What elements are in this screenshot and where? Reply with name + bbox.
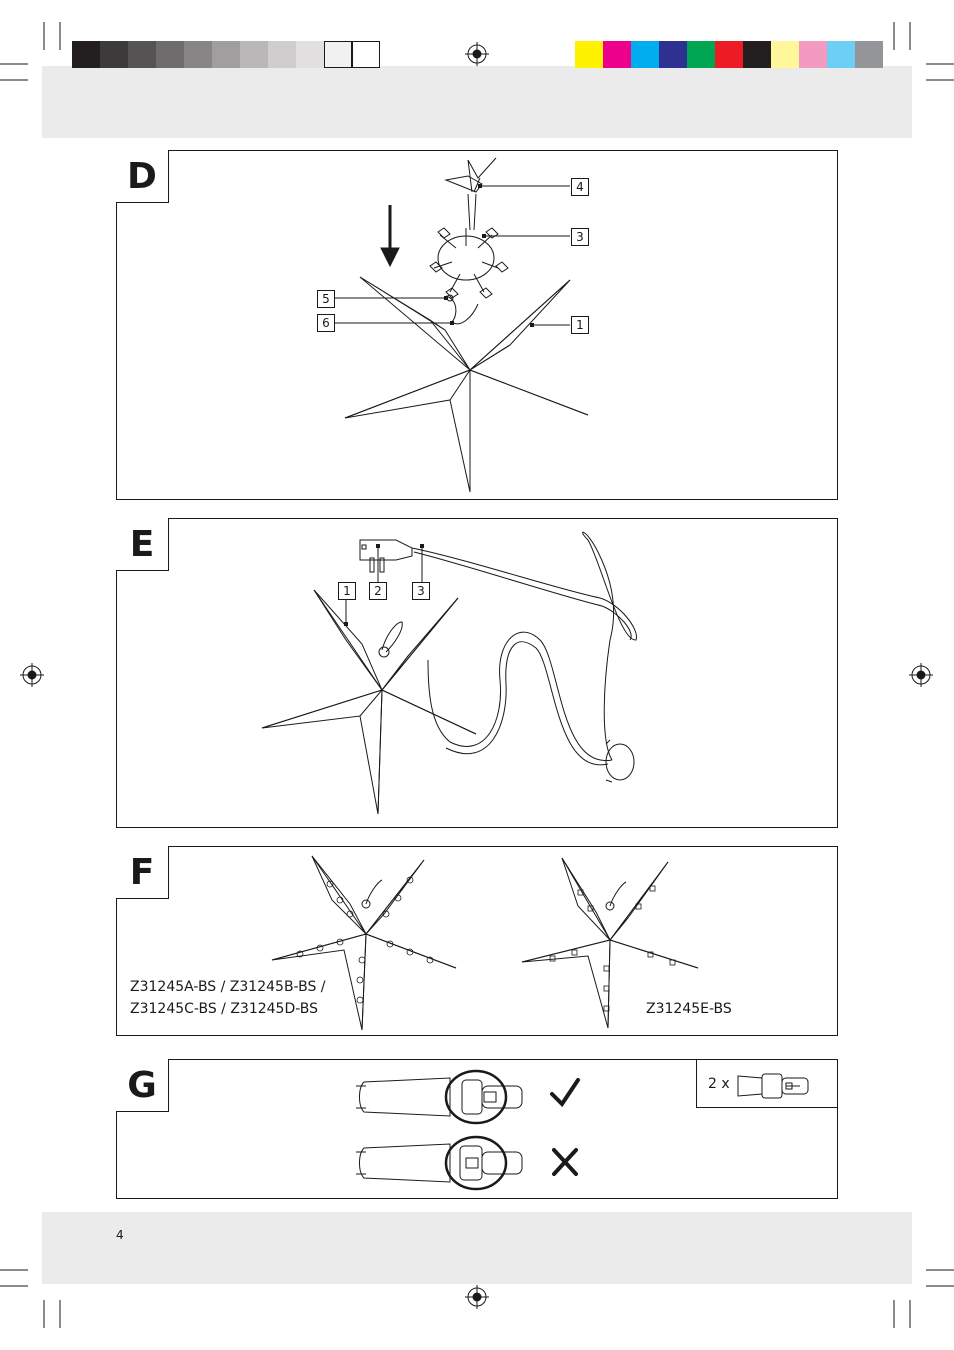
cross-icon	[554, 1150, 576, 1174]
connector-correct	[356, 1071, 522, 1123]
checkmark-icon	[552, 1080, 578, 1104]
callout-e-2: 2	[369, 582, 387, 600]
callout-d-6: 6	[317, 314, 335, 332]
page-number: 4	[116, 1228, 124, 1242]
callout-d-1: 1	[571, 316, 589, 334]
callout-d-4: 4	[571, 178, 589, 196]
callout-d-5: 5	[317, 290, 335, 308]
quantity-label: 2 x	[708, 1076, 730, 1092]
callout-e-3: 3	[412, 582, 430, 600]
callout-e-1: 1	[338, 582, 356, 600]
panel-g-letter: G	[127, 1064, 157, 1106]
callout-d-3: 3	[571, 228, 589, 246]
model-number-right: Z31245E-BS	[646, 1001, 732, 1017]
model-numbers-left-line2: Z31245C-BS / Z31245D-BS	[130, 1001, 319, 1017]
model-numbers-left-line1: Z31245A-BS / Z31245B-BS /	[130, 979, 326, 995]
connector-plug-icon	[738, 1074, 808, 1098]
connector-wrong	[356, 1137, 522, 1189]
panel-e-letter: E	[129, 523, 155, 565]
panel-d-letter: D	[127, 155, 157, 197]
panel-f-letter: F	[129, 851, 155, 893]
